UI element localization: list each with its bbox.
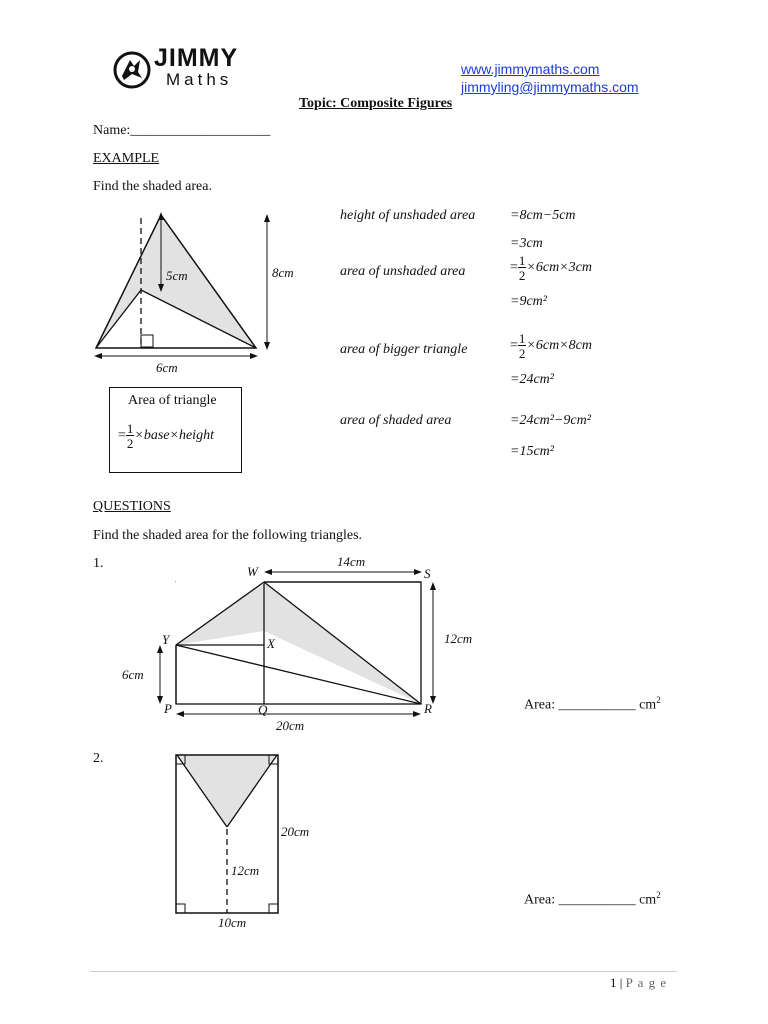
example-heading: EXAMPLE bbox=[93, 151, 160, 166]
questions-heading: QUESTIONS bbox=[93, 499, 171, 514]
label-8cm: 8cm bbox=[272, 265, 294, 280]
step4-line2: =15cm² bbox=[510, 444, 554, 459]
point-P: P bbox=[164, 701, 172, 716]
step1-line1: =8cm−5cm bbox=[510, 208, 576, 223]
dim-14cm: 14cm bbox=[337, 554, 366, 569]
brand-subtitle: Maths bbox=[166, 70, 233, 89]
page-number: 1 | P a g e bbox=[610, 975, 668, 990]
email-link[interactable]: jimmyling@jimmymaths.com bbox=[461, 79, 639, 95]
q1-number: 1. bbox=[93, 556, 104, 571]
step1-label: height of unshaded area bbox=[340, 208, 476, 223]
formula-box bbox=[109, 387, 242, 473]
step3-label: area of bigger triangle bbox=[340, 342, 468, 357]
step2-expression: = $\frac{1}{2}$ ×6cm×3cm bbox=[510, 253, 592, 283]
label-6cm: 6cm bbox=[156, 360, 178, 375]
dim-12cm: 12cm bbox=[444, 631, 473, 646]
example-figure bbox=[88, 208, 294, 378]
website-link[interactable]: www.jimmymaths.com bbox=[461, 61, 600, 77]
step1-line2: =3cm bbox=[510, 236, 543, 251]
q1-figure bbox=[110, 552, 480, 740]
point-S: S bbox=[424, 566, 431, 581]
questions-instruction: Find the shaded area for the following triangles. bbox=[93, 528, 363, 543]
page-title: Topic: Composite Figures bbox=[299, 96, 453, 111]
formula-title: Area of triangle bbox=[128, 393, 217, 408]
point-W: W bbox=[247, 564, 258, 579]
point-X: X bbox=[267, 636, 275, 651]
q2-figure bbox=[165, 745, 325, 935]
q2-number: 2. bbox=[93, 751, 104, 766]
logo-emblem-icon bbox=[112, 50, 152, 90]
q2-answer: Area: ___________ $cm^2$ bbox=[524, 890, 661, 908]
step4-line1: =24cm²−9cm² bbox=[510, 413, 591, 428]
dim-20cm-q2: 20cm bbox=[281, 824, 310, 839]
step2-label: area of unshaded area bbox=[340, 264, 466, 279]
step2-result: =9cm² bbox=[510, 294, 547, 309]
footer-divider bbox=[90, 971, 677, 972]
dim-12cm-q2: 12cm bbox=[231, 863, 260, 878]
brand-name: JIMMY bbox=[154, 44, 239, 72]
label-5cm: 5cm bbox=[166, 268, 188, 283]
formula-expression: = $\frac{1}{2}$ ×base×height bbox=[118, 421, 214, 451]
dim-10cm-q2: 10cm bbox=[218, 915, 247, 930]
dim-20cm: 20cm bbox=[276, 718, 305, 733]
q1-answer: Area: ___________ $cm^2$ bbox=[524, 695, 661, 713]
name-field: Name:____________________ bbox=[93, 123, 271, 138]
step3-expression: = $\frac{1}{2}$ ×6cm×8cm bbox=[510, 331, 592, 361]
point-Q: Q bbox=[258, 702, 268, 717]
step4-label: area of shaded area bbox=[340, 413, 452, 428]
brand-logo bbox=[112, 50, 152, 90]
point-R: R bbox=[424, 701, 432, 716]
example-instruction: Find the shaded area. bbox=[93, 179, 212, 194]
dim-6cm: 6cm bbox=[122, 667, 144, 682]
step3-result: =24cm² bbox=[510, 372, 554, 387]
point-Y: Y bbox=[162, 632, 170, 647]
